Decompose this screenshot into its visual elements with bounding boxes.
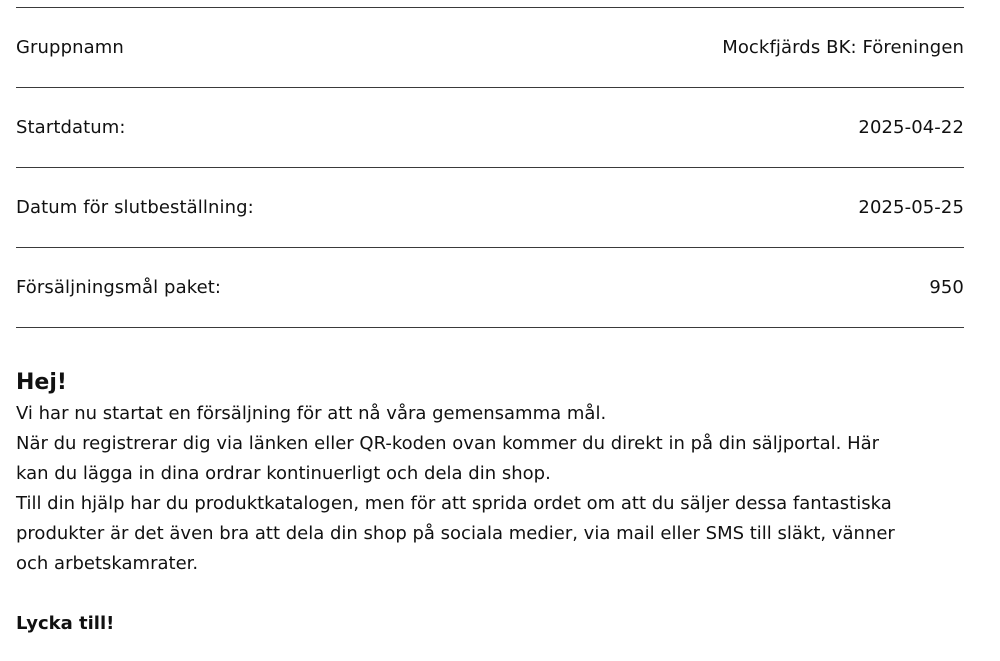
sales-goal-label: Försäljningsmål paket:	[16, 277, 222, 298]
sales-goal-value: 950	[929, 277, 964, 298]
start-date-value: 2025-04-22	[858, 117, 964, 138]
message-line: kan du lägga in dina ordrar kontinuerligt och dela din shop.	[16, 463, 551, 484]
info-row-sales-goal	[16, 248, 964, 328]
message-line: Till din hjälp har du produktkatalogen, men för att sprida ordet om att du säljer dessa fantastiska	[16, 493, 892, 514]
group-name-value: Mockfjärds BK: Föreningen	[722, 37, 964, 58]
final-order-date-value: 2025-05-25	[858, 197, 964, 218]
group-name-label: Gruppnamn	[16, 37, 124, 58]
final-order-date-label: Datum för slutbeställning:	[16, 197, 254, 218]
message-line: När du registrerar dig via länken eller QR-koden ovan kommer du direkt in på din säljportal. Här	[16, 433, 880, 454]
info-row-group-name	[16, 8, 964, 88]
welcome-message	[16, 367, 976, 657]
greeting-heading: Hej!	[16, 370, 67, 395]
info-row-start-date	[16, 88, 964, 168]
sales-info-table	[16, 7, 964, 328]
closing-text: Lycka till!	[16, 613, 115, 634]
info-row-final-order-date	[16, 168, 964, 248]
start-date-label: Startdatum:	[16, 117, 126, 138]
message-line: Vi har nu startat en försäljning för att nå våra gemensamma mål.	[16, 403, 607, 424]
message-line: produkter är det även bra att dela din shop på sociala medier, via mail eller SMS till släkt, vänner	[16, 523, 895, 544]
message-line: och arbetskamrater.	[16, 553, 199, 574]
